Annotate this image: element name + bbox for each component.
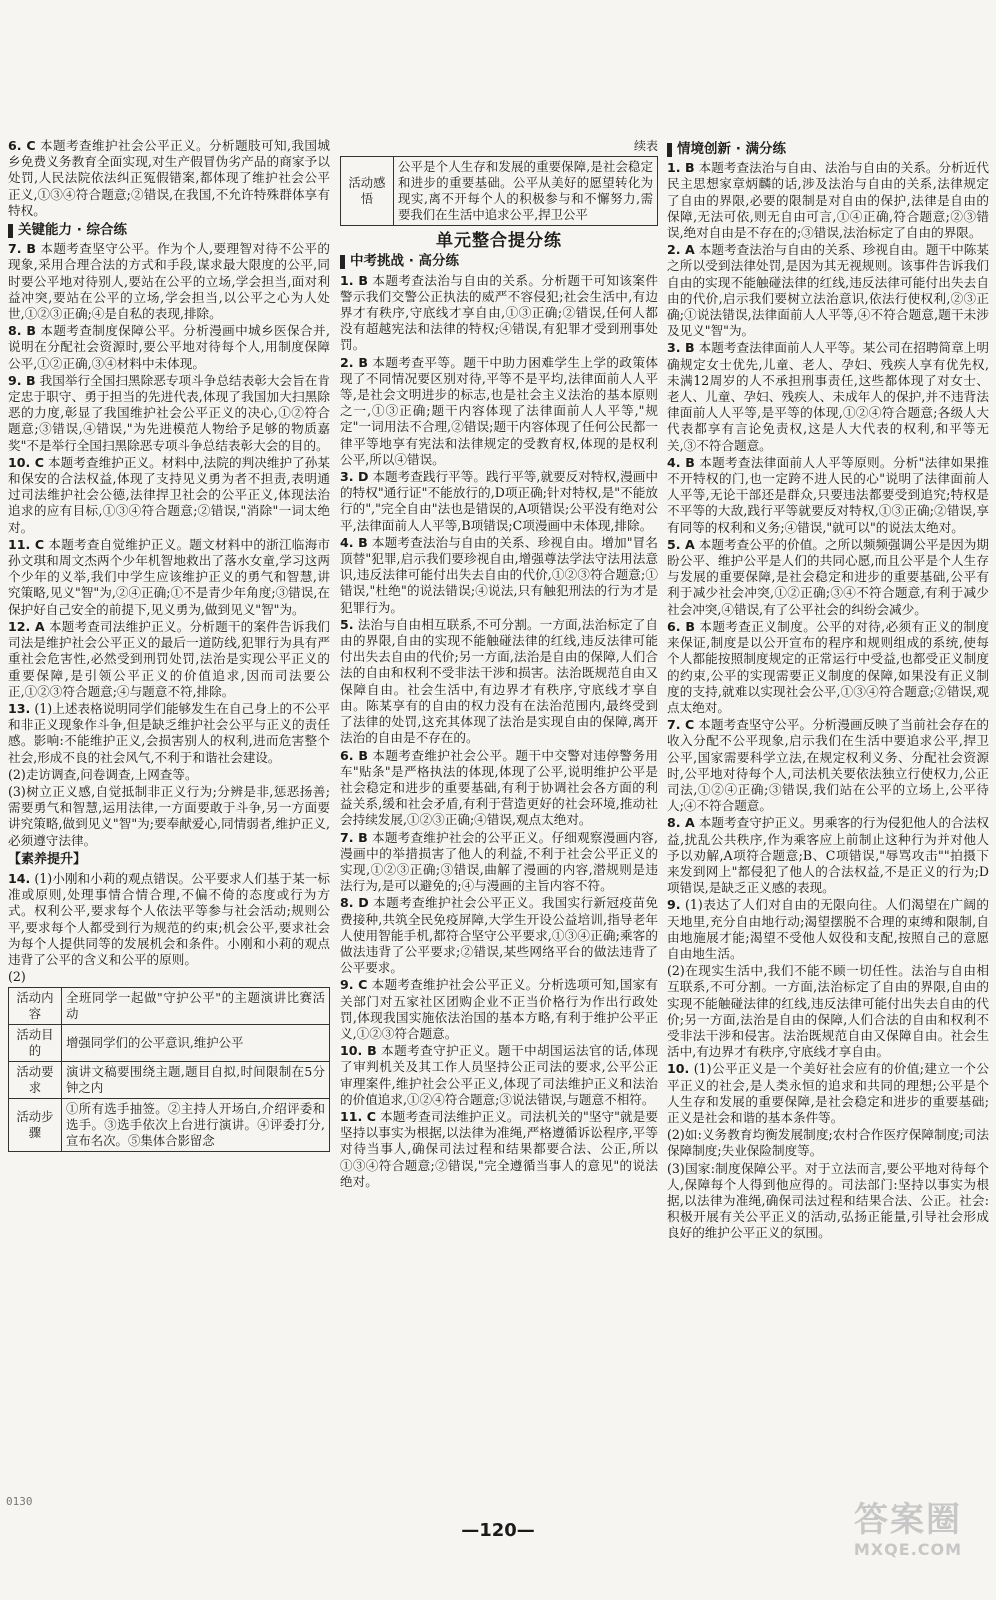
watermark-logo: [838, 1500, 978, 1588]
answer-item: [8, 619, 330, 700]
answer-number: 6. C: [8, 138, 36, 153]
answer-list-1: [8, 138, 330, 219]
column-middle: [340, 138, 658, 1191]
answer-number: 10. B: [340, 1043, 377, 1059]
answer-item: [667, 1127, 989, 1159]
answer-text: 我国举行全国扫黑除恶专项斗争总结表彰大会旨在肯定忠于职守、勇于担当的先进代表,体现了我国加大扫黑除恶的力度,彰显了我国维护社会公平正义的决心,①②符合题意;③错误,④错误,"为先进模范人物给予足够的物质嘉奖"不是举行全国扫黑除恶专项斗争总结表彰大会的目的。: [8, 372, 331, 453]
answer-number: 5. A: [667, 536, 695, 552]
answer-text: 法治与自由相互联系,不可分割。一方面,法治标定了自由的界限,自由的实现不能触碰法律的红线,违反法律可能付出失去自由的代价;另一方面,法治是自由的保障,人们合法的自由和权利不受非法干涉和损害。法治既规范自由又保障自由。社会生活中,有边界才有秩序,守底线才享自由。陈某享有的自由的权力没有在法治范围内,最终受到了法律的处罚,这充其体现了法治是实现自由的保障,离开法治的自由是不存在的。: [340, 616, 658, 746]
answer-text: 本题考查维护社会公平正义。分析选项可知,国家有关部门对五家社区团购企业不正当价格行为作出行政处罚,体现我国实施依法治国的基本方略,有利于维护公平正义,①②③符合题意。: [340, 977, 658, 1041]
answer-item: [667, 1161, 989, 1242]
answer-item: [667, 340, 989, 453]
answer-number: 11. C: [340, 1108, 377, 1124]
answer-list-2: [8, 241, 330, 849]
watermark-text: 答案圈: [854, 1500, 962, 1540]
answer-item: [340, 748, 658, 829]
answer-text: 本题考查司法维护正义。分析题干的案件告诉我们司法是维护社会公平正义的最后一道防线,犯罪行为具有严重社会危害性,必然受到刑罚处罚,法治是实现公平正义的重要保障,是引领公平正义的价值追求,因而司法要公正,①②③符合题意;④与题意不符,排除。: [8, 618, 330, 699]
answer-item: [8, 138, 330, 219]
answer-number: 1. B: [340, 272, 368, 288]
answer-text: 本题考查维护正义。材料中,法院的判决维护了孙某和保安的合法权益,体现了支持见义勇为者不担责,表明通过司法维护社会公德,法律捍卫社会的公平正义,体现法治追求的应有目标,①③④符合题意;②错误,"消除"一词太绝对。: [8, 454, 330, 535]
section-heading-key-ability: 关键能力 · 综合练: [8, 222, 330, 238]
answer-text: (2)走访调查,问卷调查,上网查等。: [8, 766, 198, 782]
table-row-header: 活动要求: [9, 1062, 62, 1099]
answer-item: [340, 273, 658, 354]
table-row-content: 演讲文稿要围绕主题,题目自拟,时间限制在5分钟之内: [62, 1062, 330, 1099]
answer-text: 本题考查守护正义。题干中胡国运法官的话,体现了审判机关及其工作人员坚持公正司法的要求,公平公正审理案件,维护社会公平正义,体现了司法维护正义和法治的价值追求,①②④符合题意;③说法错误,与题意不相符。: [340, 1043, 658, 1107]
column-right: [667, 138, 989, 1243]
answer-number: 9.: [667, 897, 681, 913]
answer-item: [340, 895, 658, 976]
unit-title: 单元整合提分练: [436, 231, 562, 252]
answer-text: 本题考查公平的价值。之所以频频强调公平是因为期盼公平、维护公平是人们的共同心愿,而且公平是个人生存与发展的重要保障,是社会稳定和进步的重要基础,公平有利于减少社会冲突,①②正确;③④不符合题意,有利于减少社会冲突,④错误,有了公平社会的纠纷会减少。: [667, 536, 989, 617]
answer-item: [340, 977, 658, 1042]
answer-number: 10.: [667, 1061, 690, 1077]
answer-number: 2. B: [340, 354, 368, 370]
answer-text: 本题考查维护社会公平正义。我国实行新冠疫苗免费接种,共筑全民免疫屏障,大学生开设公益培训,指导老年人使用智能手机,都符合坚守公平要求,①③④正确;乘客的做法违背了公平要求;②错误,某些网络平台的做法违背了公平要求。: [340, 895, 658, 976]
answer-text: 本题考查维护社会的公平正义。仔细观察漫画内容,漫画中的举措损害了他人的利益,不利于社会公平正义的实现,①②③正确;③错误,曲解了漫画的内容,潜规则是违法行为,是可以避免的;④与漫画的主旨内容不符。: [340, 829, 658, 894]
table-row-header: 活动内容: [9, 988, 62, 1025]
answer-item: [667, 619, 989, 716]
answer-item: [340, 617, 658, 747]
answer-item: [340, 830, 658, 895]
answer-item: [667, 455, 989, 536]
answer-item: [667, 1061, 989, 1126]
answer-number: 11. C: [8, 536, 45, 552]
answer-text: (1)上述表格说明同学们能够发生在自己身上的不公平和非正义现象作斗争,但是缺乏维护社会公平与正义的责任感。影响:不能维护正义,会损害别人的权利,进而危害整个社会,形成不良的社会风气,不利于和谐社会建设。: [8, 700, 330, 765]
answer-item: [667, 897, 989, 962]
answer-item: [667, 537, 989, 618]
table-row-content: 增强同学们的公平意识,维护公平: [62, 1025, 330, 1062]
answer-item: [340, 355, 658, 468]
answer-number: 7. C: [667, 717, 695, 733]
answer-number: 8. D: [340, 895, 369, 911]
column-left: [8, 138, 330, 1156]
table-row: [9, 988, 330, 1025]
answer-item: [8, 871, 330, 968]
answer-number: 8. A: [667, 815, 695, 831]
answer-item: [8, 537, 330, 618]
activity-table: [8, 987, 330, 1152]
answer-item: [667, 963, 989, 1060]
answer-item: [8, 969, 330, 985]
answer-item: [340, 535, 658, 616]
answer-text: (1)小刚和小莉的观点错误。公平要求人们基于某一标准或原则,处理事情合情合理,不偏不倚的态度或行为方式。权利公平,要求每个人依法平等参与社会活动;规则公平,要求每个人都受到行为规范的约束;机会公平,要求社会为每个人提供同等的发展机会和条件。小刚和小莉的观点违背了公平的含义和公平的原则。: [8, 870, 330, 967]
answer-number: 7. B: [340, 829, 368, 845]
answer-text: 本题考查法治与自由的关系、珍视自由。题干中陈某之所以受到法律处罚,是因为其无视规则。该事件告诉我们自由的实现不能触碰法律的红线,违反法律可能付出失去自由的代价,启示我们要树立法治意识,依法行使权利,②③正确;①说法错误,法律面前人人平等,④不符合题意,题干未涉及见义"智"为。: [667, 242, 989, 339]
section-heading-exam-challenge: 中考挑战 · 高分练: [340, 253, 658, 269]
answer-number: 9. C: [340, 977, 368, 993]
answer-text: 本题考查制度保障公平。分析漫画中城乡医保合并,说明在分配社会资源时,要公平地对待每个人,用制度保障公平,①②正确,③④材料中未体现。: [8, 323, 330, 371]
answer-number: 10. C: [8, 454, 44, 470]
answer-text: 本题考查法治与自由、法治与自由的关系。分析近代民主思想家章炳麟的话,涉及法治与自由的关系,法律规定了自由的界限,必要的限制是对自由的保护,法律是自由的保障,无法可依,则无自由可言,①④正确,符合题意;②③错误,绝对自由是不存在的;③错误,法治标定了自由的界限。: [667, 160, 990, 241]
answer-number: 8. B: [8, 323, 36, 339]
answer-item: [8, 241, 330, 322]
answer-text: (1)表达了人们对自由的无限向往。人们渴望在广阔的天地里,充分自由地行动;渴望摆脱不合理的束缚和限制,自由地施展才能;渴望不受他人奴役和支配,按照自己的意愿自由地生活。: [667, 897, 989, 961]
answer-number: 6. B: [667, 618, 695, 634]
answer-text: 本题考查正义制度。公平的对待,必须有正义的制度来保证,制度是以公开宣布的程序和规则组成的系统,使每个人都能按照制度规定的正常运行中受益,也都受正义制度的约束,公平的实现需要正义制度的保障,如果没有正义制度的支持,就难以实现社会公平,①③④符合题意;②错误,观点太绝对。: [667, 618, 989, 715]
answer-text: 本题考查司法维护正义。司法机关的"坚守"就是要坚持以事实为根据,以法律为准绳,严格遵循诉讼程序,平等对待当事人,确保司法过程和结果都要合法、公正,所以①③④符合题意;②错误,"完全遵循当事人的意见"的说法绝对。: [340, 1108, 658, 1189]
answer-text: (2): [8, 969, 26, 985]
page-number: —120—: [461, 1520, 535, 1541]
answer-number: 9. B: [8, 372, 36, 388]
answer-text: 本题考查坚守公平。作为个人,要理智对待不公平的现象,采用合理合法的方式和手段,谋求最大限度的公平,同时要公平地对待别人,要站在公平的立场,学会担当,面对利益冲突,要站在公平的立场,学会担当,以公平之心为人处世,①②③正确;④是自私的表现,排除。: [8, 241, 330, 322]
answer-text: (3)树立正义感,自觉抵制非正义行为;分辨是非,惩恶扬善;需要勇气和智慧,运用法律,一方面要敢于斗争,另一方面要讲究策略,做到见义"智"为;要奉献爱心,同情弱者,维护正义,必须遵守法律。: [8, 783, 330, 848]
answer-text: (2)在现实生活中,我们不能不顾一切任性。法治与自由相互联系,不可分割。一方面,法治标定了自由的界限,自由的实现不能触碰法律的红线,违反法律可能付出失去自由的代价;另一方面,法治是自由的保障,人们合法的自由和权利不受非法干涉和侵害。法治既规范自由又保障自由。社会生活中,有边界才有秩序,守底线才享自由。: [667, 963, 989, 1060]
answer-number: 6. B: [340, 747, 368, 763]
answer-item: [340, 469, 658, 534]
activity-table-continued: [340, 156, 658, 226]
table-row: [341, 157, 658, 226]
answer-item: [8, 701, 330, 766]
answer-list-situation: [667, 160, 989, 1241]
answer-item: [8, 784, 330, 849]
answer-list-3: [8, 871, 330, 985]
answer-text: 本题考查法治与自由的关系。分析题干可知该案件警示我们交警公正执法的威严不容侵犯;社会生活中,有边界才有秩序,守底线才享自由,①③正确;②错误,任何人都没有超越宪法和法律的特权;④错误,有犯罪才受到刑事处罚。: [340, 272, 659, 353]
table-row-header: 活动感悟: [341, 157, 394, 226]
table-row-content: 公平是个人生存和发展的重要保障,是社会稳定和进步的重要基础。公平从美好的愿望转化为现实,离不开每个人的积极参与和不懈努力,需要我们在生活中追求公平,捍卫公平: [394, 157, 658, 226]
answer-text: 本题考查自觉维护正义。题文材料中的浙江临海市孙文琪和周文杰两个少年机智地救出了落水女童,学习这两个少年的义举,我们中学生应该维护正义的勇气和智慧,讲究策略,见义"智"为,②④正确;①不是青少年角度;③错误,在保护好自己安全的前提下,见义勇为,做到见义"智"为。: [8, 536, 331, 617]
answer-number: 3. D: [340, 469, 369, 485]
answer-number: 5.: [340, 616, 354, 632]
watermark-url: MXQE.COM: [853, 1540, 963, 1559]
answer-item: [340, 1043, 658, 1108]
answer-number: 4. B: [667, 454, 695, 470]
answer-item: [8, 767, 330, 783]
answer-text: 本题考查践行平等。践行平等,就要反对特权,漫画中的特权"通行证"不能放行的,D项正确;针对特权,是"不能放行的","完全自由"法也是错误的,A项错误;公平没有绝对公平,法律面前人人平等,B项错误;C项漫画中未体现,排除。: [340, 469, 658, 533]
answer-item: [8, 323, 330, 372]
table-row-content: ①所有选手抽签。②主持人开场白,介绍评委和选手。③选手依次上台进行演讲。④评委打分,宣布名次。⑤集体合影留念: [62, 1099, 330, 1152]
table-row-content: 全班同学一起做"守护公平"的主题演讲比赛活动: [62, 988, 330, 1025]
table-row: [9, 1025, 330, 1062]
answer-list-exam: [340, 273, 658, 1190]
answer-text: 本题考查法律面前人人平等。某公司在招聘简章上明确规定女士优先,儿童、老人、孕妇、残疾人享有优先权,未满12周岁的人不承担刑事责任,这些都体现了对女士、老人、儿童、孕妇、残疾人、未成年人的保护,并不违背法律面前人人平等,是平等的体现,①②④符合题意;各级人大代表都享有言论免责权,这是人大代表的权利,和平等无关,③不符合题意。: [667, 340, 990, 453]
section-heading-situation-innovation: 情境创新 · 满分练: [667, 141, 989, 157]
answer-number: 13.: [8, 700, 31, 716]
table-row-header: 活动步骤: [9, 1099, 62, 1152]
answer-text: (2)如:义务教育均衡发展制度;农村合作医疗保障制度;司法保障制度;失业保险制度等。: [667, 1127, 989, 1159]
answer-text: 本题考查维护社会公平。题干中交警对违停警务用车"贴条"是严格执法的体现,体现了公平,说明维护公平是社会稳定和进步的重要基础,有利于协调社会各方面的利益关系,缓和社会矛盾,有利于营造更好的社会环境,推动社会持续发展,①②③正确;④错误,观点太绝对。: [340, 747, 659, 828]
section-heading-literacy: 【素养提升】: [8, 851, 87, 867]
answer-number: 12. A: [8, 618, 45, 634]
table-row: [9, 1062, 330, 1099]
answer-text: (3)国家:制度保障公平。对于立法而言,要公平地对待每个人,保障每个人得到他应得的。司法部门:坚持以事实为根据,以法律为准绳,确保司法过程和结果合法、公正。社会:积极开展有关公平正义的活动,弘扬正能量,引导社会形成良好的维护公平正义的氛围。: [667, 1160, 989, 1241]
answer-text: 本题考查法律面前人人平等原则。分析"法律如果推不开特权的门,也一定跨不进人民的心"说明了法律面前人人平等,无论干部还是群众,只要违法都要受到追究;特权是不平等的大敌,践行平等就要反对特权,①③正确;②错误,享有同等的权利和义务;④错误,"就可以"的说法太绝对。: [667, 454, 990, 535]
answer-number: 4. B: [340, 534, 368, 550]
table-row-header: 活动目的: [9, 1025, 62, 1062]
answer-item: [667, 160, 989, 241]
answer-number: 7. B: [8, 241, 36, 257]
answer-text: 本题考查维护社会公平正义。分析题肢可知,我国城乡免费义务教育全面实现,对生产假冒伪劣产品的商家予以处罚,人民法院依法纠正冤假错案,都体现了维护社会公平正义,①③④符合题意;②错误,在我国,不允许特殊群体享有特权。: [8, 138, 330, 218]
answer-item: [8, 455, 330, 536]
answer-text: 本题考查平等。题干中助力困难学生上学的政策体现了不同情况要区别对待,平等不是平均,法律面前人人平等,是社会文明进步的标志,也是社会主义法治的基本原则之一,①③正确;题干内容体现了法律面前人人平等,"规定"一词用法不合理,②错误;题干内容体现了任何公民都一律平等地享有宪法和法律规定的受教育权,体现的是权利公平,所以④错误。: [340, 354, 659, 467]
answer-text: 本题考查坚守公平。分析漫画反映了当前社会存在的收入分配不公平现象,启示我们在生活中要追求公平,捍卫公平,国家需要科学立法,在规定权利义务、分配社会资源时,公平地对待每个人,司法机关要依法独立行使权力,公正司法,①②④正确;③错误,我们站在公平的立场上,公平待人;④不符合题意。: [667, 717, 989, 814]
answer-number: 3. B: [667, 340, 695, 356]
answer-number: 14.: [8, 870, 31, 886]
answer-item: [667, 717, 989, 814]
answer-text: 本题考查法治与自由的关系、珍视自由。增加"冒名顶替"犯罪,启示我们要珍视自由,增强尊法学法守法用法意识,违反法律可能付出失去自由的代价,①②③符合题意;①错误,"杜绝"的说法错误;④说法,只有触犯刑法的行为才是犯罪行为。: [340, 534, 658, 615]
answer-item: [667, 242, 989, 339]
answer-item: [8, 373, 330, 454]
table-row: [9, 1099, 330, 1152]
answer-text: (1)公平正义是一个美好社会应有的价值;建立一个公平正义的社会,是人类永恒的追求和共同的理想;公平是个人生存和发展的重要保障,是社会稳定和进步的重要基础;正义是社会和谐的基本条件等。: [667, 1061, 989, 1125]
answer-number: 2. A: [667, 242, 695, 258]
answer-text: 本题考查守护正义。男乘客的行为侵犯他人的合法权益,扰乱公共秩序,作为乘客应上前制止这种行为并对他人予以劝解,A项符合题意;B、C项错误,"辱骂攻击""拍摄下来发到网上"都侵犯了他人的合法权益,不是正义的行为;D项错误,是缺乏正义感的表现。: [667, 815, 989, 896]
answer-item: [340, 1109, 658, 1190]
table-continued-label: 续表: [633, 139, 658, 153]
answer-number: 1. B: [667, 160, 695, 176]
side-code: 0130: [6, 1495, 33, 1508]
answer-item: [667, 815, 989, 896]
